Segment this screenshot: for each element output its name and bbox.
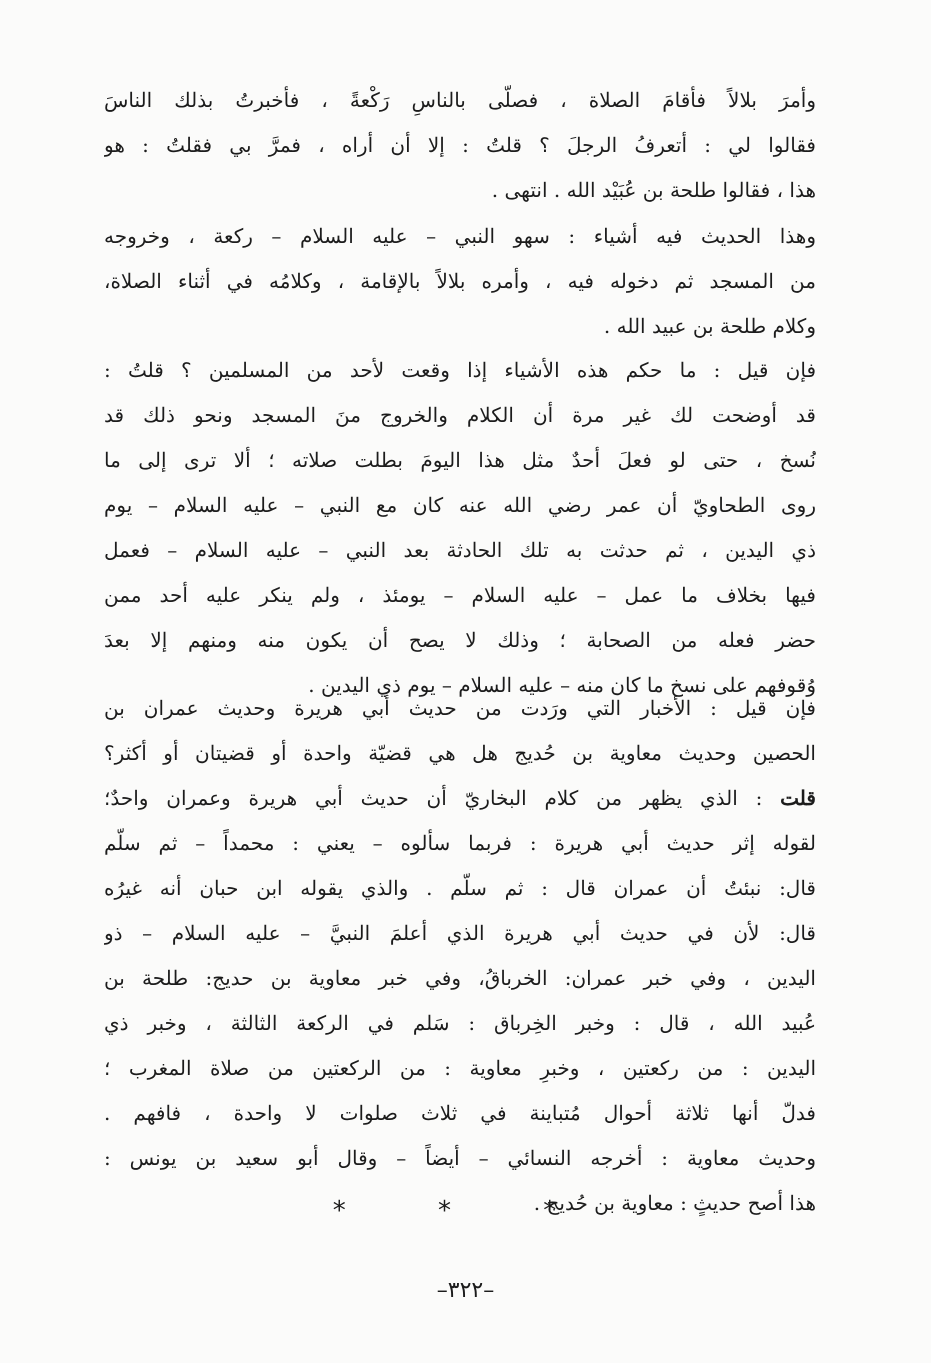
text-line: فإن قيل : ما حكم هذه الأشياء إذا وقعت لأحد من المسلمين ؟ قلتُ :: [104, 358, 816, 382]
text-line: حضر فعله من الصحابة ؛ وذلك لا يصح أن يكون منه ومنهم إلا بعدَ: [104, 628, 816, 652]
text-line: روى الطحاويّ أن عمر رضي الله عنه كان مع النبي – عليه السلام – يوم: [104, 493, 816, 517]
text-line: الحصين وحديث معاوية بن حُديج هل هي قضيّة واحدة أو قضيتان أو أكثر؟: [104, 741, 816, 765]
text-line: اليدين : من ركعتين ، وخبرِ معاوية : من الركعتين من صلاة المغرب ؛: [104, 1056, 816, 1080]
paragraph-4: [104, 686, 816, 776]
text-line: هذا ، فقالوا طلحة بن عُبَيْد الله . انتهى .: [491, 178, 816, 202]
text-line: اليدين ، وفي خبر عمران: الخرباقُ، وفي خبر معاوية بن حديج: طلحة بن: [104, 966, 816, 990]
text-line: وُقوفهم على نسخ ما كان منه – عليه السلام – يوم ذي اليدين .: [308, 673, 816, 697]
text-line: من المسجد ثم دخوله فيه ، وأمره بلالاً بالإقامة ، وكلامُه في أثناء الصلاة،: [104, 269, 816, 293]
text-line: هذا أصح حديثٍ : معاوية بن حُديج .: [533, 1191, 816, 1215]
answer-lead: قلت: [780, 786, 816, 810]
text-line: قال: لأن في حديث أبي هريرة الذي أعلمَ النبيَّ – عليه السلام – ذو: [104, 921, 816, 945]
text-line: وهذا الحديث فيه أشياء : سهو النبي – عليه السلام – ركعة ، وخروجه: [104, 224, 816, 248]
text-line: نُسخ ، حتى لو فعلَ أحدٌ مثل هذا اليومَ بطلت صلاته ؛ ألا ترى إلى ما: [104, 448, 816, 472]
text-line: قد أوضحت لك غير مرة أن الكلام والخروج منَ المسجد ونحو ذلك قد: [104, 403, 816, 427]
text-line: وكلام طلحة بن عبيد الله .: [603, 314, 816, 338]
text-line: عُبيد الله ، قال : وخبر الخِرباق : سَلم في الركعة الثالثة ، وخبر ذي: [104, 1011, 816, 1035]
section-separator: * * *: [332, 1196, 599, 1226]
text-line: قال: نبئتُ أن عمران قال : ثم سلّم . والذي يقوله ابن حبان أنه غيرُه: [104, 876, 816, 900]
text-line: [104, 776, 816, 821]
page-number: –٣٢٢–: [436, 1278, 495, 1303]
text-line: فقالوا لي : أتعرفُ الرجلَ ؟ قلتُ : إلا أن أراه ، فمرَّ بي فقلتُ : هو: [104, 133, 816, 157]
text-line: لقوله إثر حديث أبي هريرة : فربما سألوه – يعني : محمداً – ثم سلّم: [104, 831, 816, 855]
text-line: وأمرَ بلالاً فأقامَ الصلاة ، فصلّى بالناسِ رَكْعةً ، فأخبرتُ بذلك الناسَ: [104, 88, 816, 112]
text-line: ذي اليدين ، ثم حدثت به تلك الحادثة بعد النبي – عليه السلام – فعمل: [104, 538, 816, 562]
paragraph-5: [104, 776, 816, 1226]
paragraph-1: [104, 78, 816, 213]
text-line: فدلّ أنها ثلاثة أحوال مُتباينة في ثلاث صلوات لا واحدة ، فافهم .: [104, 1101, 816, 1125]
answer-first-line: : الذي يظهر من كلام البخاريّ أن حديث أبي هريرة وعمران واحدٌ؛: [104, 786, 781, 810]
paragraph-3: [104, 348, 816, 708]
paragraph-2: [104, 214, 816, 349]
text-line: وحديث معاوية : أخرجه النسائي – أيضاً – وقال أبو سعيد بن يونس :: [104, 1146, 816, 1170]
text-line: فإن قيل : الأخبار التي ورَدت من حديث أبي هريرة وحديث عمران بن: [104, 696, 816, 720]
text-line: فيها بخلاف ما عمل – عليه السلام – يومئذ ، ولم ينكر عليه أحد ممن: [104, 583, 816, 607]
